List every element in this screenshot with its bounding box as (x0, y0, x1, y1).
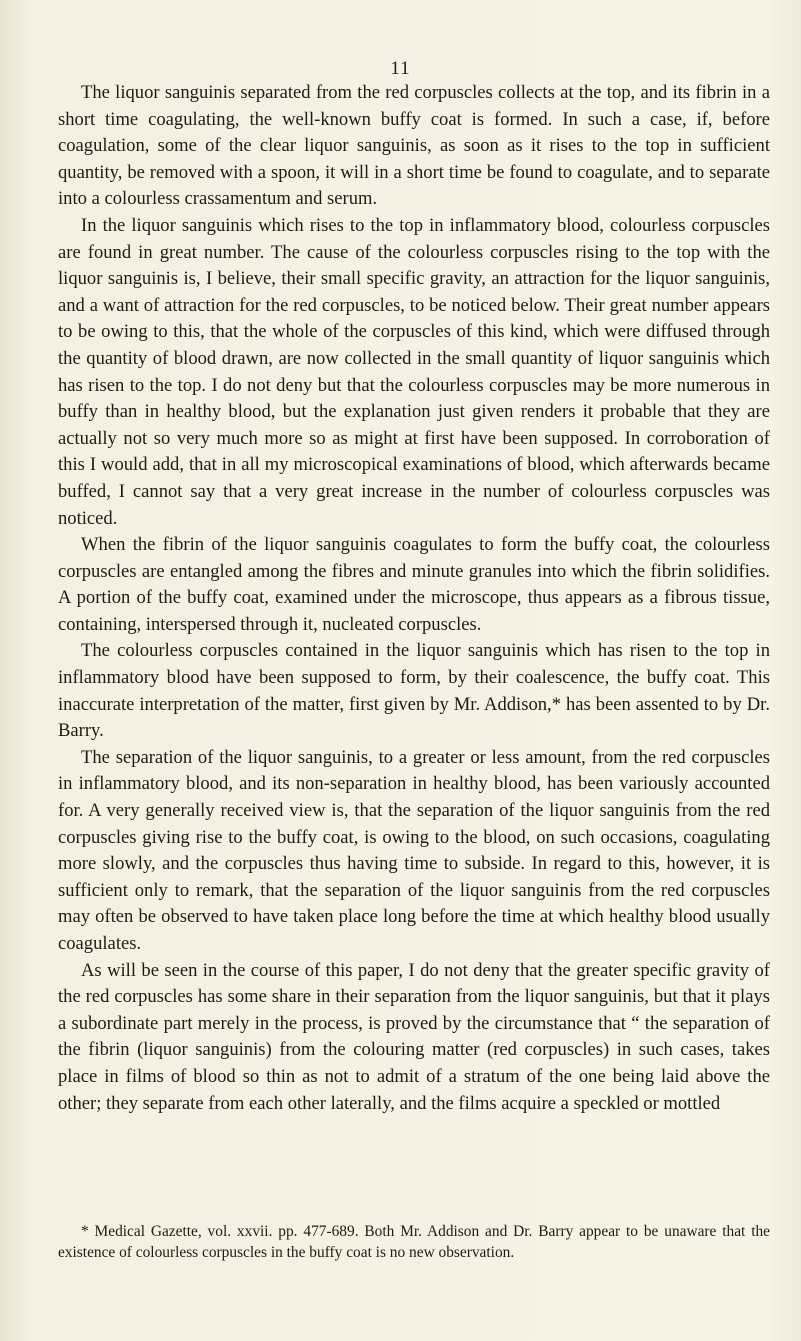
footnote-text: * Medical Gazette, vol. xxvii. pp. 477-689. Both Mr. Addison and Dr. Barry appear to be unaware that the existence of colourless corpuscles in the buffy coat is no new observation. (58, 1223, 770, 1261)
paragraph-3: When the fibrin of the liquor sanguinis coagulates to form the buffy coat, the colourless corpuscles are entangled among the fibres and minute granules into which the fibrin solidifies. A portion of the buffy coat, examined under the microscope, thus appears as a fibrous tissue, containing, interspersed through it, nucleated corpuscles. (58, 534, 770, 635)
body-text (58, 80, 770, 1117)
page-number: 11 (390, 58, 411, 79)
paragraph-4: The colourless corpuscles contained in the liquor sanguinis which has risen to the top in inflammatory blood have been supposed to form, by their coalescence, the buffy coat. This inaccurate interpretation of the matter, first given by Mr. Addison,* has been assented to by Dr. Barry. (58, 640, 770, 742)
paragraph-6: As will be seen in the course of this paper, I do not deny that the greater specific gravity of the red corpuscles has some share in their separation from the liquor sanguinis, but that it plays a subordinate part merely in the process, is proved by the circumstance that “ the separation of the fibrin (liquor sanguinis) from the colouring matter (red corpuscles) in such cases, takes place in films of blood so thin as not to admit of a stratum of the one being laid above the other; they separate from each other laterally, and the films acquire a speckled or mottled (58, 959, 770, 1114)
paragraph-1: The liquor sanguinis separated from the red corpuscles collects at the top, and its fibrin in a short time coagulating, the well-known buffy coat is formed. In such a case, if, before coagulation, some of the clear liquor sanguinis, as soon as it rises to the top in sufficient quantity, be removed with a spoon, it will in a short time be found to coagulate, and to separate into a colourless crassamentum and serum. (58, 82, 770, 210)
paragraph-5: The separation of the liquor sanguinis, to a greater or less amount, from the red corpuscles in inflammatory blood, and its non-separation in healthy blood, has been variously accounted for. A very generally received view is, that the separation of the liquor sanguinis from the red corpuscles giving rise to the buffy coat, is owing to the blood, on such occasions, coagulating more slowly, and the corpuscles thus having time to subside. In regard to this, however, it is sufficient only to remark, that the separation of the liquor sanguinis from the red corpuscles may often be observed to have taken place long before the time at which healthy blood usually coagulates. (58, 746, 770, 954)
footnote (58, 1221, 770, 1263)
paragraph-2: In the liquor sanguinis which rises to the top in inflammatory blood, colourless corpuscles are found in great number. The cause of the colourless corpuscles rising to the top with the liquor sanguinis is, I believe, their small specific gravity, an attraction for the liquor sanguinis, and a want of attraction for the red corpuscles, to be noticed below. Their great number appears to be owing to this, that the whole of the corpuscles of this kind, which were diffused through the quantity of blood drawn, are now collected in the small quantity of liquor sanguinis which has risen to the top. I do not deny but that the colourless corpuscles may be more numerous in buffy than in healthy blood, but the explanation just given renders it probable that they are actually not so very much more so as might at first have been supposed. In corroboration of this I would add, that in all my microscopical examinations of blood, which afterwards became buffed, I cannot say that a very great increase in the number of colourless corpuscles was noticed. (58, 214, 770, 529)
